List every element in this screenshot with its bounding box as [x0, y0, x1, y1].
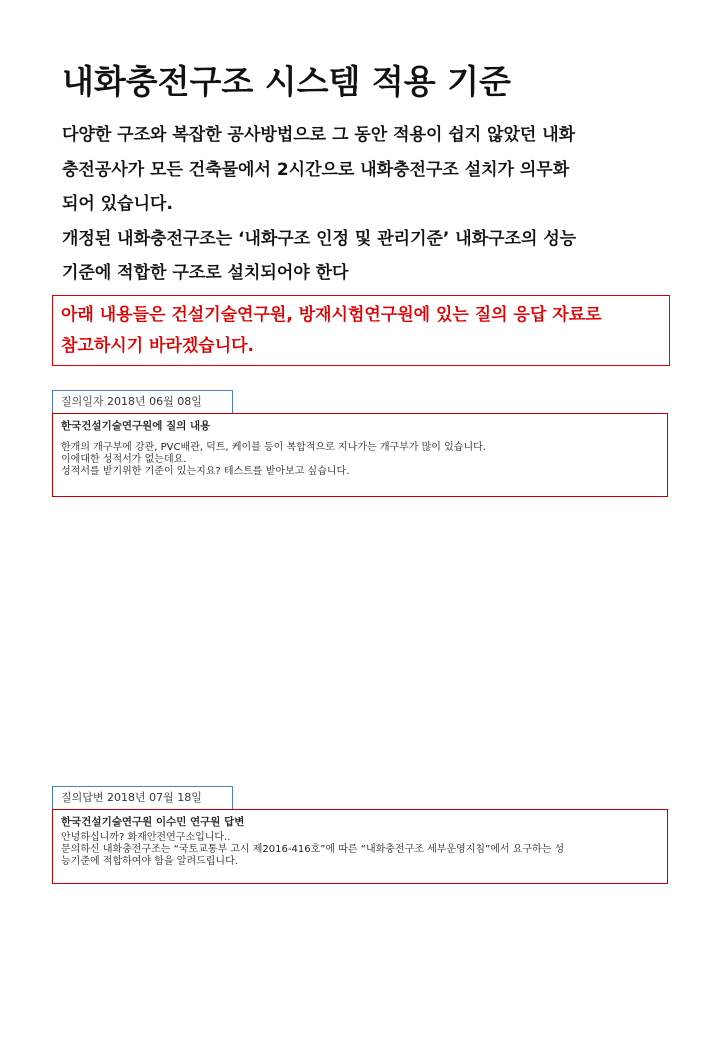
intro-line: 개정된 내화충전구조는 ‘내화구조 인정 및 관리기준’ 내화구조의 성능: [62, 228, 577, 249]
answer-line: 능기준에 적합하여야 함을 알려드립니다.: [61, 856, 238, 867]
notice-box: [52, 295, 670, 366]
intro-line: 충전공사가 모든 건축물에서 2시간으로 내화충전구조 설치가 의무화: [62, 159, 570, 180]
answer-heading: 한국건설기술연구원 이수민 연구원 답변: [61, 816, 245, 828]
answer-line: 문의하신 내화충전구조는 “국토교통부 고시 제2016-416호”에 따른 “내화충전구조 세부운영지침”에서 요구하는 성: [61, 844, 565, 855]
question-date-tab: 질의일자 2018년 06월 08일: [52, 390, 233, 413]
intro-text: [62, 118, 672, 291]
answer-date-tab: 질의답변 2018년 07월 18일: [52, 786, 233, 809]
notice-line: 참고하시기 바라겠습니다.: [61, 336, 255, 356]
answer-box: [52, 809, 668, 884]
intro-line: 기준에 적합한 구조로 설치되어야 한다: [62, 263, 349, 283]
question-heading: 한국건설기술연구원에 질의 내용: [61, 420, 211, 432]
question-line: 성적서를 받기위한 기준이 있는지요? 테스트를 받아보고 싶습니다.: [61, 466, 350, 477]
question-box: [52, 413, 668, 497]
notice-line: 아래 내용들은 건설기술연구원, 방재시험연구원에 있는 질의 응답 자료로: [61, 305, 602, 325]
intro-line: 다양한 구조와 복잡한 공사방법으로 그 동안 적용이 쉽지 않았던 내화: [62, 125, 576, 145]
page-title: 내화충전구조 시스템 적용 기준: [62, 62, 511, 101]
intro-line: 되어 있습니다.: [62, 194, 173, 214]
answer-line: 안녕하십니까? 화재안전연구소입니다..: [61, 832, 231, 843]
question-line: 한개의 개구부에 강관, PVC배관, 덕트, 케이블 등이 복합적으로 지나가는 개구부가 많이 있습니다.: [61, 442, 486, 453]
question-line: 이에대한 성적서가 없는데요.: [61, 454, 187, 465]
